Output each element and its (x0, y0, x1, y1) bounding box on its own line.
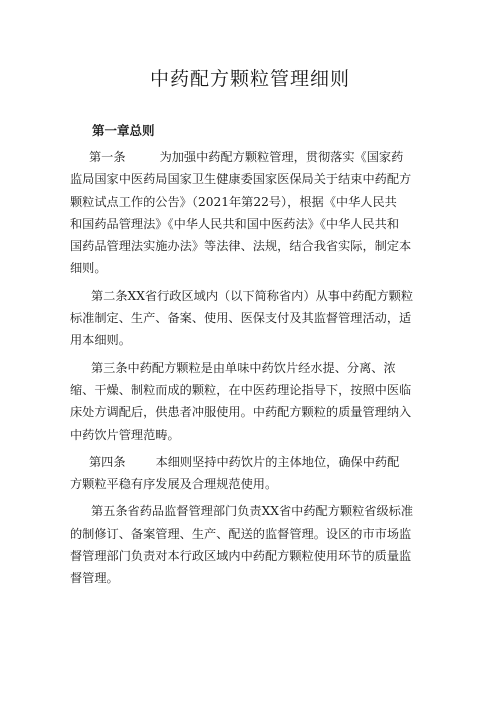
article-1-line-4: 和国药品管理法》《中华人民共和国中医药法》《中华人民共和 (70, 216, 400, 231)
article-3-line-1: 第三条中药配方颗粒是由单味中药饮片经水提、分离、浓 (91, 360, 396, 375)
article-4-line-2: 方颗粒平稳有序发展及合理规范使用。 (70, 477, 278, 492)
article-1-line-6: 细则。 (70, 261, 107, 276)
article-1-line-3: 颗粒试点工作的公告》（2021年第22号），根据《中华人民共 (70, 194, 397, 209)
article-4-line-1: 本细则坚持中药饮片的主体地位，确保中药配 (155, 454, 400, 469)
article-5 (70, 500, 436, 589)
article-3 (70, 357, 436, 446)
article-5-line-3: 督管理部门负责对本行政区域内中药配方颗粒使用环节的质量监 (70, 549, 412, 564)
article-5-line-4: 督管理。 (70, 571, 119, 586)
article-2-line-3: 用本细则。 (70, 333, 131, 348)
article-4 (70, 451, 436, 496)
article-4-label: 第四条 (89, 454, 126, 469)
article-5-line-1: 第五条省药品监督管理部门负责XX省中药配方颗粒省级标准 (91, 504, 414, 519)
document-title: 中药配方颗粒管理细则 (149, 68, 350, 90)
article-1-label: 第一条 (89, 150, 126, 164)
article-5-line-2: 的制修订、备案管理、生产、配送的监督管理。设区的市市场监 (70, 526, 412, 541)
article-3-line-4: 中药饮片管理范畴。 (70, 427, 180, 442)
article-1 (70, 146, 436, 280)
chapter-heading: 第一章总则 (92, 123, 155, 138)
article-3-line-2: 缩、干燥、制粒而成的颗粒，在中医药理论指导下，按照中医临 (70, 382, 412, 397)
article-3-line-3: 床处方调配后，供患者冲服使用。中药配方颗粒的质量管理纳入 (70, 405, 412, 420)
article-2 (70, 285, 436, 352)
article-1-line-1: 为加强中药配方颗粒管理，贯彻落实《国家药 (159, 150, 404, 164)
article-2-line-2: 标准制定、生产、备案、使用、医保支付及其监督管理活动，适 (70, 311, 412, 326)
article-2-line-1: 第二条XX省行政区域内（以下简称省内）从事中药配方颗粒 (91, 288, 414, 303)
article-1-line-5: 国药品管理法实施办法》等法律、法规，结合我省实际，制定本 (70, 239, 412, 254)
document-body (70, 146, 436, 595)
article-1-line-2: 监局国家中医药局国家卫生健康委国家医保局关于结束中药配方 (70, 172, 412, 187)
